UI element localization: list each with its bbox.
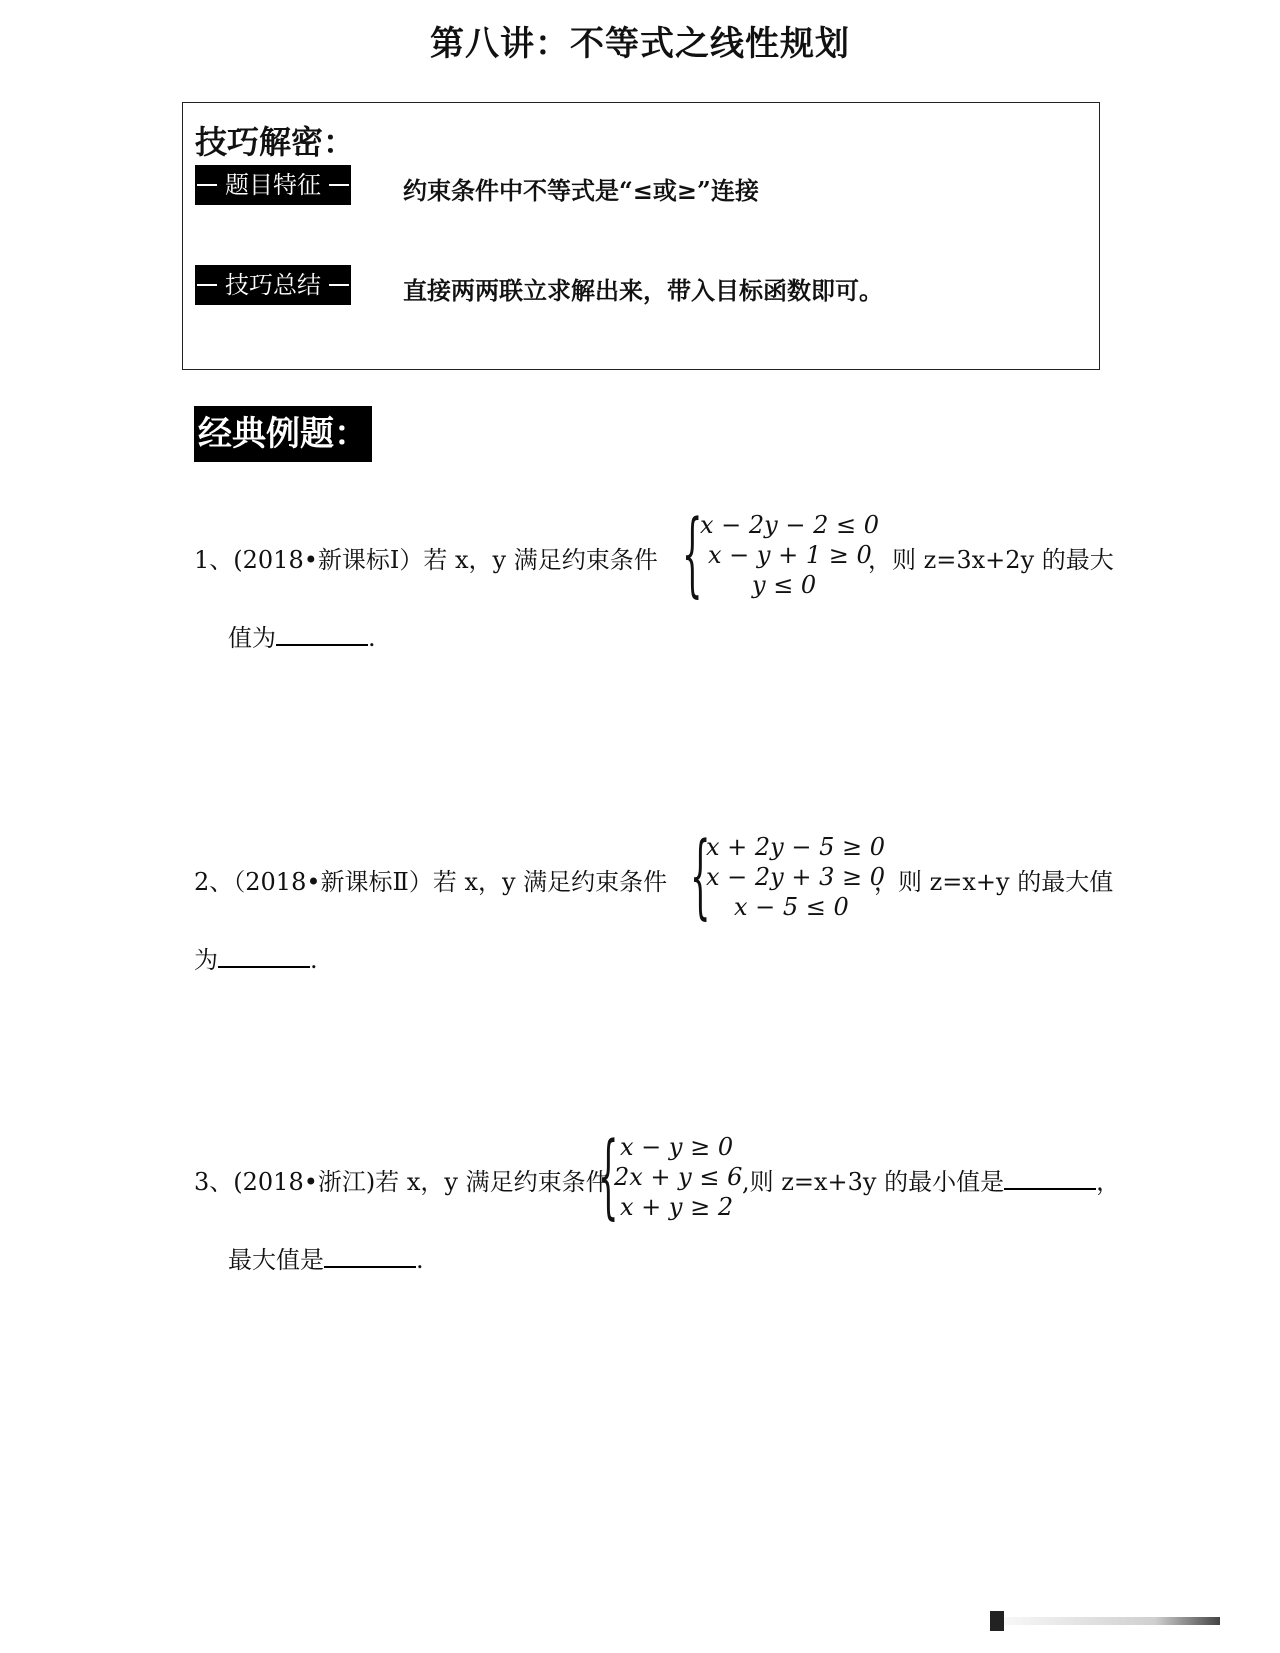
question-2-system — [706, 832, 885, 922]
question-1 — [194, 500, 1114, 652]
constraint-3: x − 5 ≤ 0 — [734, 893, 849, 921]
scrollbar-track[interactable] — [1004, 1617, 1220, 1625]
question-3-tail — [228, 1240, 424, 1275]
constraint-2: 2x + y ≤ 6 — [614, 1163, 743, 1191]
features-tag — [195, 165, 351, 205]
constraint-1: x − y ≥ 0 — [620, 1133, 734, 1161]
horizontal-scrollbar[interactable] — [990, 1611, 1220, 1631]
question-3-stem: 3、(2018•浙江)若 x，y 满足约束条件 — [194, 1168, 610, 1196]
summary-text: 直接两两联立求解出来，带入目标函数即可。 — [403, 276, 883, 305]
question-2-tail-label: 为 — [194, 946, 218, 974]
question-2-stem: 2、（2018•新课标Ⅱ）若 x，y 满足约束条件 — [194, 868, 668, 896]
skills-heading: 技巧解密： — [195, 123, 356, 161]
question-2-period: . — [310, 946, 318, 974]
question-1-stem: 1、(2018•新课标Ⅰ）若 x，y 满足约束条件 — [194, 546, 658, 574]
features-tag-label: 题目特征 — [225, 171, 321, 199]
question-3-period: . — [416, 1246, 424, 1274]
question-1-system — [700, 510, 879, 600]
brace-icon: { — [598, 1122, 619, 1229]
brace-icon: { — [682, 500, 703, 607]
question-1-objective: ，则 z=3x+2y 的最大 — [868, 546, 1114, 574]
answer-blank — [1004, 1168, 1096, 1190]
question-3-objective-text: ,则 z=x+3y 的最小值是 — [742, 1168, 1005, 1196]
question-1-tail-label: 值为 — [228, 624, 276, 652]
question-3-comma: ， — [1096, 1168, 1121, 1196]
answer-blank — [324, 1246, 416, 1268]
answer-blank — [276, 624, 368, 646]
summary-tag-label: 技巧总结 — [225, 271, 321, 299]
constraint-1: x − 2y − 2 ≤ 0 — [700, 511, 880, 539]
question-3 — [194, 1122, 1121, 1274]
question-2 — [194, 822, 1114, 974]
skills-box — [182, 102, 1100, 370]
question-1-period: . — [368, 624, 376, 652]
features-text: 约束条件中不等式是“≤或≥”连接 — [403, 176, 759, 205]
scrollbar-thumb[interactable] — [990, 1611, 1004, 1631]
answer-blank — [218, 946, 310, 968]
constraint-2: x − y + 1 ≥ 0 — [708, 541, 872, 569]
question-1-tail — [228, 618, 376, 653]
summary-tag — [195, 265, 351, 305]
question-2-tail — [194, 940, 318, 975]
constraint-1: x + 2y − 5 ≥ 0 — [706, 833, 886, 861]
constraint-3: y ≤ 0 — [752, 571, 817, 599]
question-3-tail-label: 最大值是 — [228, 1246, 324, 1274]
page-title: 第八讲：不等式之线性规划 — [430, 24, 850, 64]
question-3-system — [614, 1132, 742, 1222]
constraint-2: x − 2y + 3 ≥ 0 — [706, 863, 886, 891]
question-3-objective — [742, 1162, 1120, 1197]
question-2-objective: ，则 z=x+y 的最大值 — [874, 868, 1114, 896]
examples-heading: 经典例题： — [194, 406, 372, 462]
brace-icon: { — [690, 822, 711, 929]
constraint-3: x + y ≥ 2 — [620, 1193, 734, 1221]
